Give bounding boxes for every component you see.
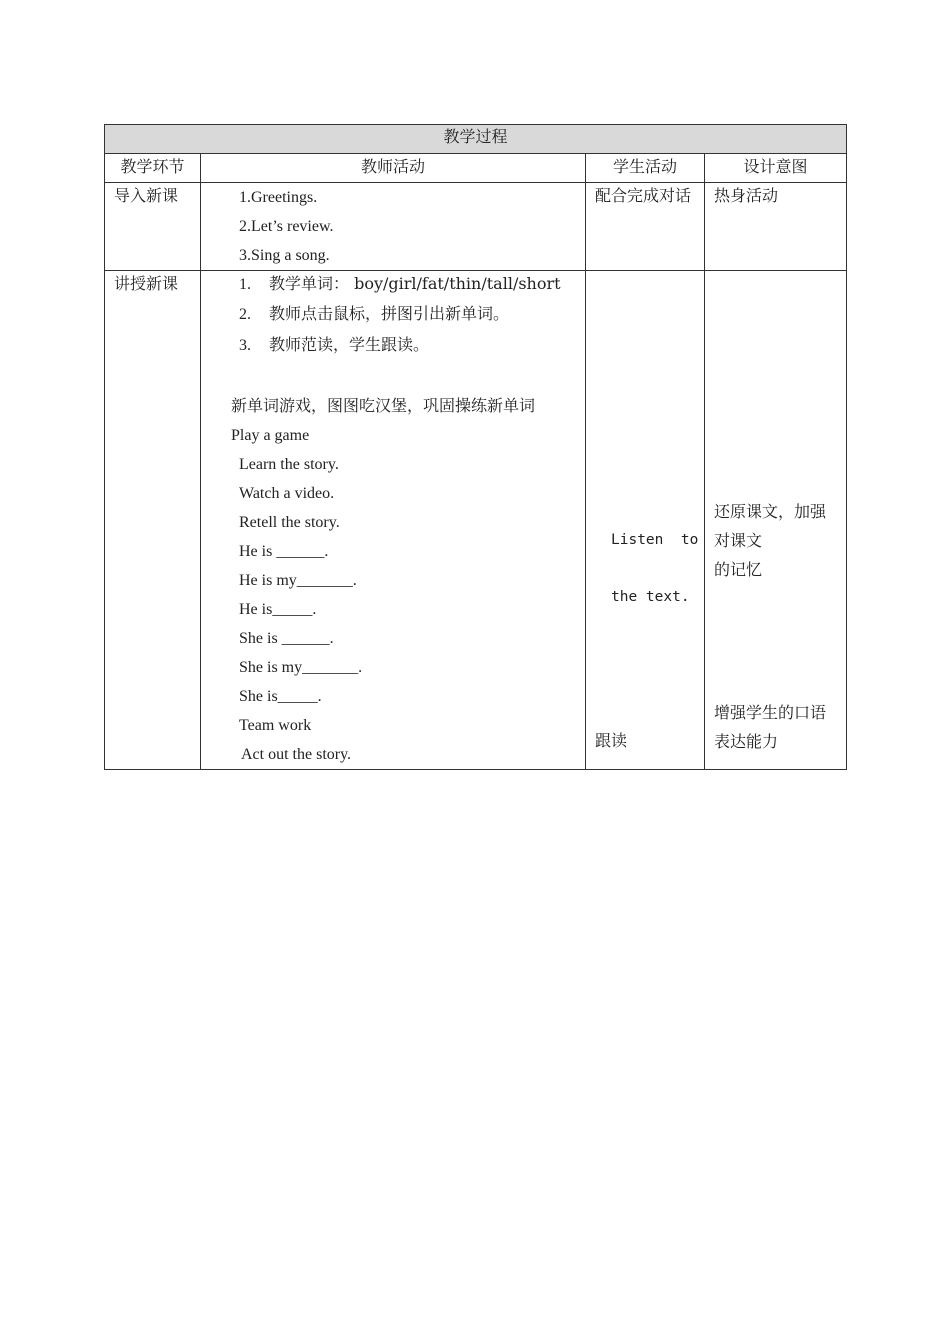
design-intent-cell bbox=[705, 183, 847, 271]
table-row bbox=[105, 271, 847, 770]
activity-line: Watch a video. bbox=[239, 485, 335, 502]
student-activity-cell bbox=[586, 271, 705, 770]
student-activity-cell bbox=[586, 183, 705, 271]
numbered-item: 3. 教师范读，学生跟读。 bbox=[239, 335, 430, 354]
activity-line: He is my_______. bbox=[239, 572, 357, 589]
listen-text-block: Listen to the text. bbox=[611, 532, 699, 605]
activity-line: She is my_______. bbox=[239, 659, 363, 676]
activity-line: Retell the story. bbox=[239, 514, 340, 531]
header-stage: 教学环节 bbox=[105, 154, 201, 183]
header-row bbox=[105, 154, 847, 183]
teacher-activity-cell bbox=[201, 271, 586, 770]
activity-line: 3.Sing a song. bbox=[239, 247, 330, 264]
table-title: 教学过程 bbox=[105, 125, 847, 154]
table-row bbox=[105, 183, 847, 271]
numbered-item: 1. 教学单词： boy/girl/fat/thin/tall/short bbox=[239, 274, 561, 293]
design-intent-cell bbox=[705, 271, 847, 770]
activity-line: 2.Let’s review. bbox=[239, 218, 334, 235]
play-game-line: Play a game bbox=[231, 427, 310, 444]
activity-line: 1.Greetings. bbox=[239, 189, 318, 206]
activity-line: She is_____. bbox=[239, 688, 322, 705]
teaching-process-table bbox=[104, 124, 847, 770]
design-intent-block: 增强学生的口语 表达能力 bbox=[714, 703, 827, 751]
numbered-item: 2. 教师点击鼠标，拼图引出新单词。 bbox=[239, 304, 510, 323]
activity-line: Learn the story. bbox=[239, 456, 339, 473]
activity-line: Act out the story. bbox=[241, 746, 352, 763]
header-design-intent: 设计意图 bbox=[705, 154, 847, 183]
design-intent-block: 还原课文，加强 对课文 的记忆 bbox=[714, 502, 827, 579]
activity-line: She is ______. bbox=[239, 630, 334, 647]
stage-cell: 讲授新课 bbox=[105, 271, 201, 770]
follow-read-text: 跟读 bbox=[595, 731, 628, 750]
stage-cell: 导入新课 bbox=[105, 183, 201, 271]
design-intent-text: 热身活动 bbox=[714, 186, 779, 205]
activity-line: He is_____. bbox=[239, 601, 317, 618]
student-activity-text: 配合完成对话 bbox=[595, 186, 692, 205]
activity-line: He is ______. bbox=[239, 543, 329, 560]
header-teacher-activity: 教师活动 bbox=[201, 154, 586, 183]
activity-line: Team work bbox=[239, 717, 312, 734]
vocab-game-line: 新单词游戏，图图吃汉堡，巩固操练新单词 bbox=[231, 396, 536, 415]
teacher-activity-cell bbox=[201, 183, 586, 271]
header-student-activity: 学生活动 bbox=[586, 154, 705, 183]
